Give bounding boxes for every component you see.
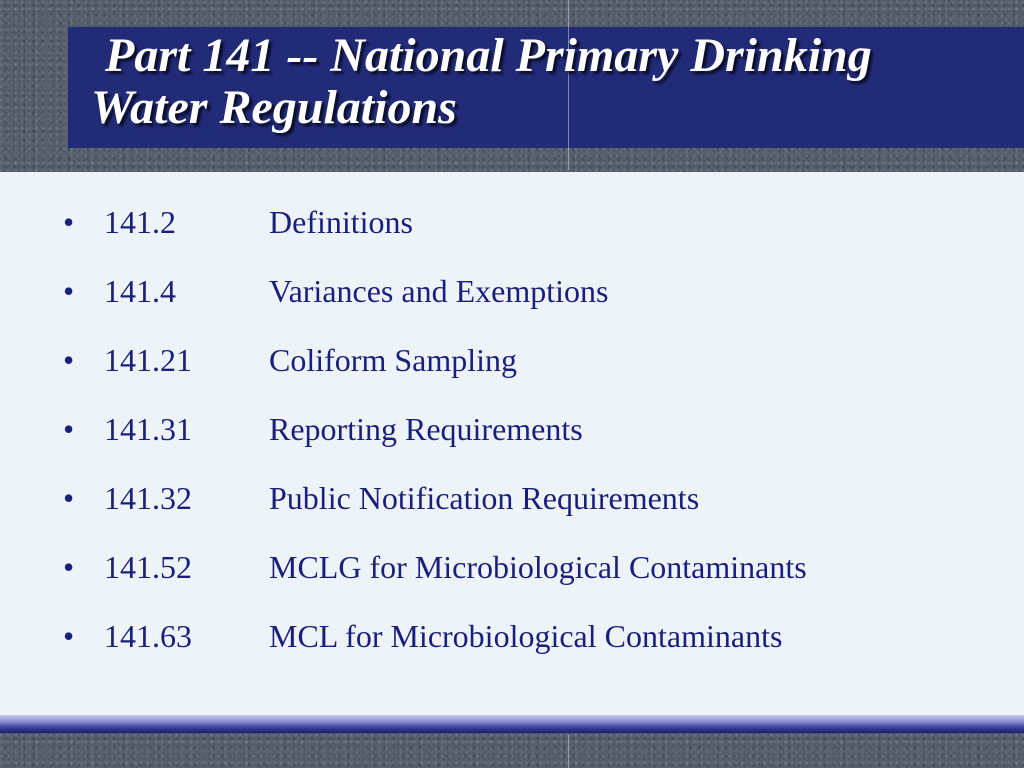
section-title: Reporting Requirements xyxy=(269,411,583,447)
footer-divider-line xyxy=(568,735,569,768)
section-number: 141.31 xyxy=(104,411,192,447)
regulation-list xyxy=(0,190,1024,673)
bullet-icon: • xyxy=(63,549,75,585)
section-title: Variances and Exemptions xyxy=(269,273,609,309)
section-number: 141.21 xyxy=(104,342,192,378)
section-number: 141.4 xyxy=(104,273,176,309)
section-number: 141.63 xyxy=(104,618,192,654)
list-item xyxy=(0,535,1024,604)
bullet-icon: • xyxy=(63,480,75,516)
bullet-icon: • xyxy=(63,204,75,240)
section-title: Definitions xyxy=(269,204,413,240)
section-title: MCL for Microbiological Contaminants xyxy=(269,618,783,654)
bullet-icon: • xyxy=(63,411,75,447)
list-item xyxy=(0,397,1024,466)
slide-title xyxy=(91,30,991,134)
list-item xyxy=(0,466,1024,535)
section-title: Public Notification Requirements xyxy=(269,480,700,516)
list-item xyxy=(0,190,1024,259)
bullet-icon: • xyxy=(63,273,75,309)
footer-accent-stripe xyxy=(0,715,1024,733)
bullet-icon: • xyxy=(63,618,75,654)
bullet-icon: • xyxy=(63,342,75,378)
slide-title-line-2: Water Regulations xyxy=(91,81,457,134)
section-number: 141.32 xyxy=(104,480,192,516)
section-title: Coliform Sampling xyxy=(269,342,517,378)
section-number: 141.52 xyxy=(104,549,192,585)
section-title: MCLG for Microbiological Contaminants xyxy=(269,549,807,585)
section-number: 141.2 xyxy=(104,204,176,240)
footer-granite-background xyxy=(0,733,1024,768)
list-item xyxy=(0,604,1024,673)
slide-title-line-1: Part 141 -- National Primary Drinking xyxy=(105,29,872,82)
list-item xyxy=(0,259,1024,328)
list-item xyxy=(0,328,1024,397)
